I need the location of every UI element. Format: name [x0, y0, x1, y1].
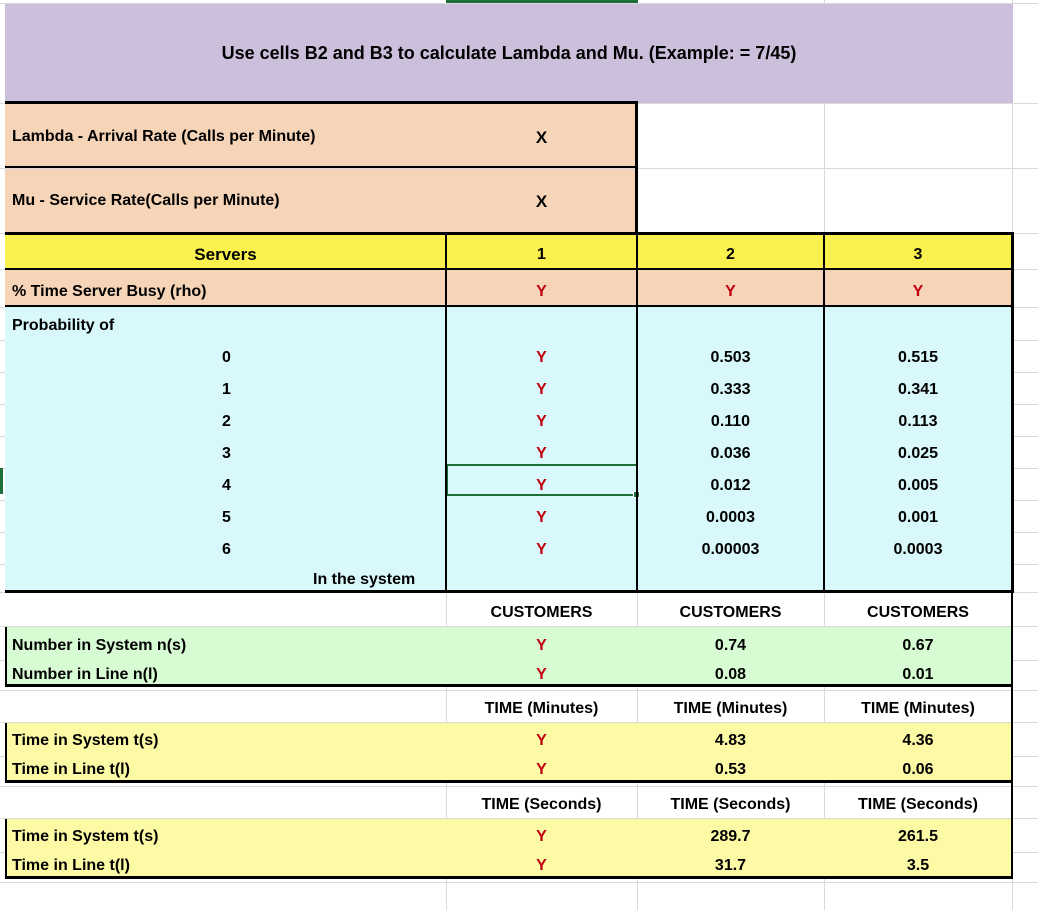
- probability-n: 6: [222, 541, 231, 558]
- probability-n: 4: [222, 477, 231, 494]
- minutes-cell[interactable]: Y: [536, 761, 547, 778]
- minutes-row-label: Time in System t(s): [12, 732, 159, 749]
- server-2-cell[interactable]: 2: [726, 246, 735, 263]
- probability-n: 5: [222, 509, 231, 526]
- customers-cell[interactable]: 0.01: [902, 666, 934, 683]
- probability-cell[interactable]: 0.036: [710, 445, 751, 462]
- probability-cell[interactable]: Y: [536, 477, 547, 494]
- probability-cell[interactable]: 0.025: [897, 445, 939, 462]
- customers-cell[interactable]: 0.08: [714, 666, 747, 683]
- minutes-cell[interactable]: 0.06: [902, 761, 934, 778]
- probability-cell[interactable]: 0.012: [710, 477, 751, 494]
- minutes-header-2: TIME (Minutes): [673, 700, 788, 717]
- seconds-cell[interactable]: 261.5: [897, 828, 939, 845]
- rho-1-cell[interactable]: Y: [536, 283, 547, 300]
- rho-2-cell[interactable]: Y: [725, 283, 736, 300]
- minutes-header-3: TIME (Minutes): [861, 700, 975, 717]
- server-1-cell[interactable]: 1: [537, 246, 546, 263]
- probability-cell[interactable]: 0.0003: [893, 541, 943, 558]
- minutes-cell[interactable]: 4.83: [714, 732, 747, 749]
- customers-header-2: CUSTOMERS: [679, 604, 782, 621]
- customers-cell[interactable]: 0.67: [902, 637, 934, 654]
- seconds-cell[interactable]: 289.7: [710, 828, 751, 845]
- rho-label: % Time Server Busy (rho): [12, 283, 207, 300]
- customers-header-3: CUSTOMERS: [867, 604, 969, 621]
- server-3-cell[interactable]: 3: [913, 246, 923, 263]
- lambda-label: Lambda - Arrival Rate (Calls per Minute): [12, 128, 316, 145]
- row-selection-indicator: [0, 468, 3, 494]
- seconds-cell[interactable]: 31.7: [714, 857, 747, 874]
- seconds-cell[interactable]: Y: [536, 828, 547, 845]
- page-title: Use cells B2 and B3 to calculate Lambda and Mu. (Example: = 7/45): [221, 43, 797, 63]
- probability-cell[interactable]: Y: [536, 413, 547, 430]
- servers-label: Servers: [194, 245, 257, 264]
- customers-cell[interactable]: Y: [536, 666, 547, 683]
- customers-cell[interactable]: 0.74: [714, 637, 747, 654]
- seconds-header-1: TIME (Seconds): [481, 796, 602, 813]
- customers-header-1: CUSTOMERS: [490, 604, 593, 621]
- probability-cell[interactable]: Y: [536, 541, 547, 558]
- minutes-cell[interactable]: 0.53: [714, 761, 747, 778]
- seconds-header-2: TIME (Seconds): [670, 796, 791, 813]
- probability-n: 3: [222, 445, 231, 462]
- probability-cell[interactable]: Y: [536, 349, 547, 366]
- customers-row-label: Number in Line n(l): [12, 666, 158, 683]
- lambda-input-cell[interactable]: X: [535, 128, 548, 147]
- seconds-header-3: TIME (Seconds): [857, 796, 978, 813]
- mu-input-cell[interactable]: X: [535, 192, 548, 211]
- probability-cell[interactable]: 0.0003: [706, 509, 755, 526]
- mu-label: Mu - Service Rate(Calls per Minute): [12, 192, 280, 209]
- probability-n: 0: [222, 349, 231, 366]
- seconds-cell[interactable]: Y: [536, 857, 547, 874]
- minutes-header-1: TIME (Minutes): [484, 700, 599, 717]
- minutes-cell[interactable]: 4.36: [902, 732, 934, 749]
- probability-cell[interactable]: Y: [536, 381, 547, 398]
- probability-label: Probability of: [12, 317, 115, 334]
- probability-n: 2: [222, 413, 231, 430]
- probability-cell[interactable]: 0.00003: [701, 541, 760, 558]
- rho-3-cell[interactable]: Y: [912, 283, 924, 300]
- customers-row-label: Number in System n(s): [12, 637, 187, 654]
- column-selection-indicator: [446, 0, 638, 3]
- selected-cell[interactable]: [446, 464, 638, 496]
- probability-cell[interactable]: Y: [536, 509, 547, 526]
- probability-cell[interactable]: 0.113: [898, 413, 938, 430]
- probability-cell[interactable]: 0.005: [897, 477, 939, 494]
- probability-cell[interactable]: 0.001: [897, 509, 939, 526]
- probability-n: 1: [222, 381, 231, 398]
- seconds-cell[interactable]: 3.5: [906, 857, 930, 874]
- minutes-row-label: Time in Line t(l): [12, 761, 130, 778]
- probability-cell[interactable]: 0.515: [897, 349, 939, 366]
- customers-cell[interactable]: Y: [536, 637, 547, 654]
- seconds-row-label: Time in System t(s): [12, 828, 159, 845]
- probability-cell[interactable]: 0.341: [897, 381, 939, 398]
- minutes-cell[interactable]: Y: [536, 732, 547, 749]
- probability-cell[interactable]: 0.110: [710, 413, 751, 430]
- probability-cell[interactable]: 0.333: [710, 381, 751, 398]
- probability-cell[interactable]: 0.503: [710, 349, 751, 366]
- probability-cell[interactable]: Y: [536, 445, 547, 462]
- seconds-row-label: Time in Line t(l): [12, 857, 130, 874]
- in-the-system-label: In the system: [313, 571, 416, 588]
